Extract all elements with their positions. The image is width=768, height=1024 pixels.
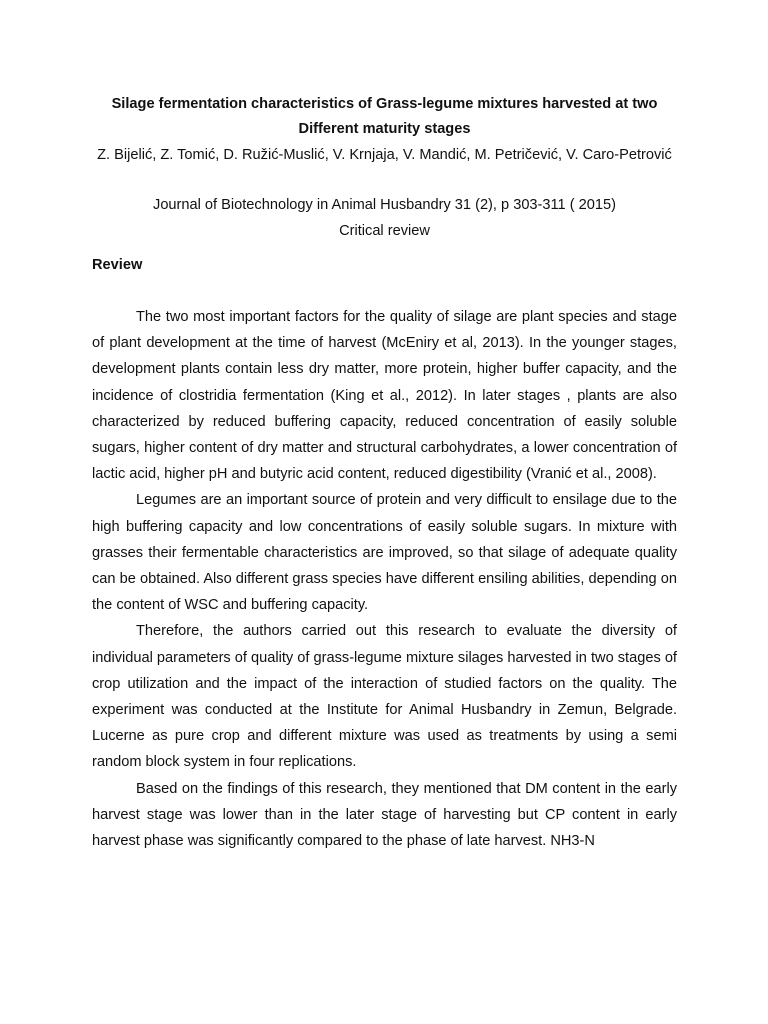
paper-title: Silage fermentation characteristics of Grass-legume mixtures harvested at two Different maturity stages bbox=[111, 96, 658, 137]
body-paragraph-3: Therefore, the authors carried out this research to evaluate the diversity of individual parameters of quality of grass-legume mixture silages harvested in two stages of crop utilization and the impact of the interaction of studied factors on the quality. The experiment was conducted at the Institute for Animal Husbandry in Zemun, Belgrade. Lucerne as pure crop and different mixture was used as treatments by using a semi random block system in four replications. bbox=[92, 623, 677, 771]
body-paragraph-1: The two most important factors for the quality of silage are plant species and stage of plant development at the time of harvest (McEniry et al, 2013). In the younger stages, development plants contain less dry matter, more protein, higher buffer capacity, and the incidence of clostridia fermentation (King et al., 2012). In later stages , plants are also characterized by reduced buffering capacity, reduced concentration of easily soluble sugars, higher content of dry matter and structural carbohydrates, a lower concentration of lactic acid, higher pH and butyric acid content, reduced digestibility (Vranić et al., 2008). bbox=[92, 309, 677, 483]
body-paragraph-4: Based on the findings of this research, they mentioned that DM content in the early harvest stage was lower than in the later stage of harvesting but CP content in early harvest phase was significantly compared to the phase of late harvest. NH3-N bbox=[92, 780, 677, 850]
body-paragraph-2: Legumes are an important source of protein and very difficult to ensilage due to the high buffering capacity and low concentrations of easily soluble sugars. In mixture with grasses their fermentable characteristics are improved, so that silage of adequate quality can be obtained. Also different grass species have different ensiling abilities, depending on the content of WSC and buffering capacity. bbox=[92, 492, 677, 614]
section-heading-review: Review bbox=[92, 257, 143, 273]
journal-citation: Journal of Biotechnology in Animal Husbandry 31 (2), p 303-311 ( 2015) bbox=[153, 197, 616, 213]
review-type: Critical review bbox=[339, 223, 430, 239]
author-list: Z. Bijelić, Z. Tomić, D. Ružić-Muslić, V. Krnjaja, V. Mandić, M. Petričević, V. Caro-Petrović bbox=[97, 147, 672, 163]
document-page bbox=[92, 92, 677, 854]
